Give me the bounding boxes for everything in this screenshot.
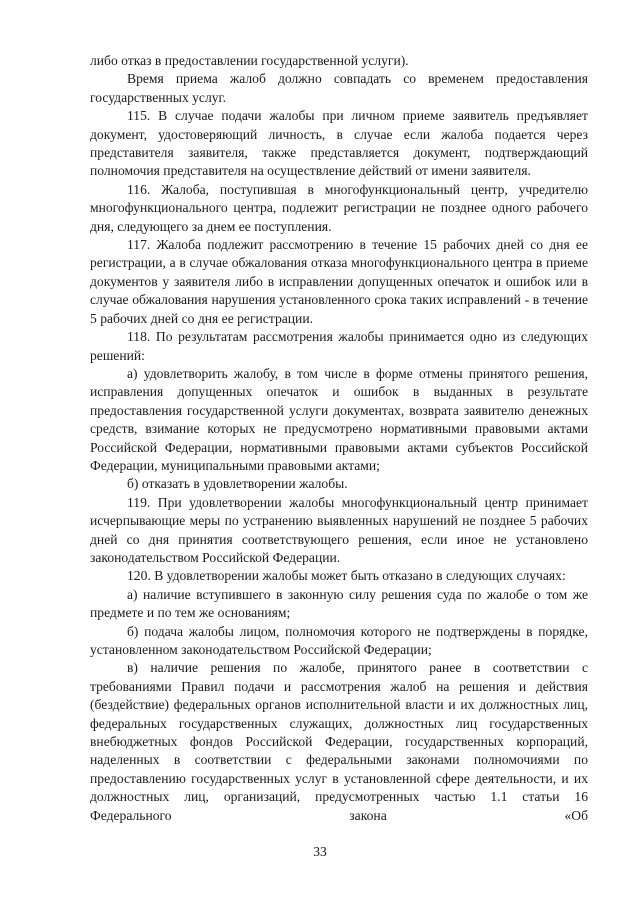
paragraph-120-v: в) наличие решения по жалобе, принятого ранее в соответствии с требованиями Правил подачи и рассмотрения жалоб на решения и действия (бездействие) федеральных органов исполнительной власти и их должностных лиц, федеральных государственных служащих, должностных лиц государственных внебюджетных фондов Российской Федерации, государственных корпораций, наделенных в соответствии с федеральными законами полномочиями по предоставлению государственных услуг в установленной сфере деятельности, и их должностных лиц, организаций, предусмотренных частью 1.1 статьи 16 Федерального закона «Об [90, 660, 588, 823]
paragraph-118: 118. По результатам рассмотрения жалобы принимается одно из следующих решений: [90, 329, 588, 363]
paragraph-116: 116. Жалоба, поступившая в многофункциональный центр, учредителю многофункционального центра, подлежит регистрации не позднее одного рабочего дня, следующего за днем ее поступления. [90, 181, 588, 234]
paragraph-117: 117. Жалоба подлежит рассмотрению в течение 15 рабочих дней со дня ее регистрации, а в случае обжалования отказа многофункционального центра в приеме документов у заявителя либо в исправлении допущенных опечаток и ошибок или в случае обжалования нарушения установленного срока таких исправлений - в течение 5 рабочих дней со дня ее регистрации. [90, 237, 588, 326]
paragraph-118-b: б) отказать в удовлетворении жалобы. [127, 476, 348, 492]
paragraph-reception-time: Время приема жалоб должно совпадать со временем предоставления государственных услуг. [90, 71, 588, 105]
document-body [90, 52, 588, 825]
paragraph-119: 119. При удовлетворении жалобы многофункциональный центр принимает исчерпывающие меры по устранению выявленных нарушений не позднее 5 рабочих дней со дня принятия соответствующего решения, если иное не установлено законодательством Российской Федерации. [90, 494, 588, 565]
paragraph-118-a: а) удовлетворить жалобу, в том числе в форме отмены принятого решения, исправления допущенных опечаток и ошибок в выданных в результате предоставления государственной услуги документах, возврата заявителю денежных средств, взимание которых не предусмотрено нормативными правовыми актами Российской Федерации, нормативными правовыми актами субъектов Российской Федерации, муниципальными правовыми актами; [90, 365, 588, 473]
page-number: 33 [313, 844, 327, 859]
paragraph-120-b: б) подача жалобы лицом, полномочия которого не подтверждены в порядке, установленном законодательством Российской Федерации; [90, 623, 588, 657]
paragraph-120-a: а) наличие вступившего в законную силу решения суда по жалобе о том же предмете и по тем же основаниям; [90, 586, 588, 621]
paragraph-120: 120. В удовлетворении жалобы может быть отказано в следующих случаях: [127, 568, 566, 584]
paragraph-continuation: либо отказ в предоставлении государственной услуги). [90, 53, 409, 68]
paragraph-115: 115. В случае подачи жалобы при личном приеме заявитель предъявляет документ, удостоверяющий личность, в случае если жалоба подается через представителя заявителя, также представляется документ, подтверждающий полномочия представителя на осуществление действий от имени заявителя. [90, 108, 588, 179]
